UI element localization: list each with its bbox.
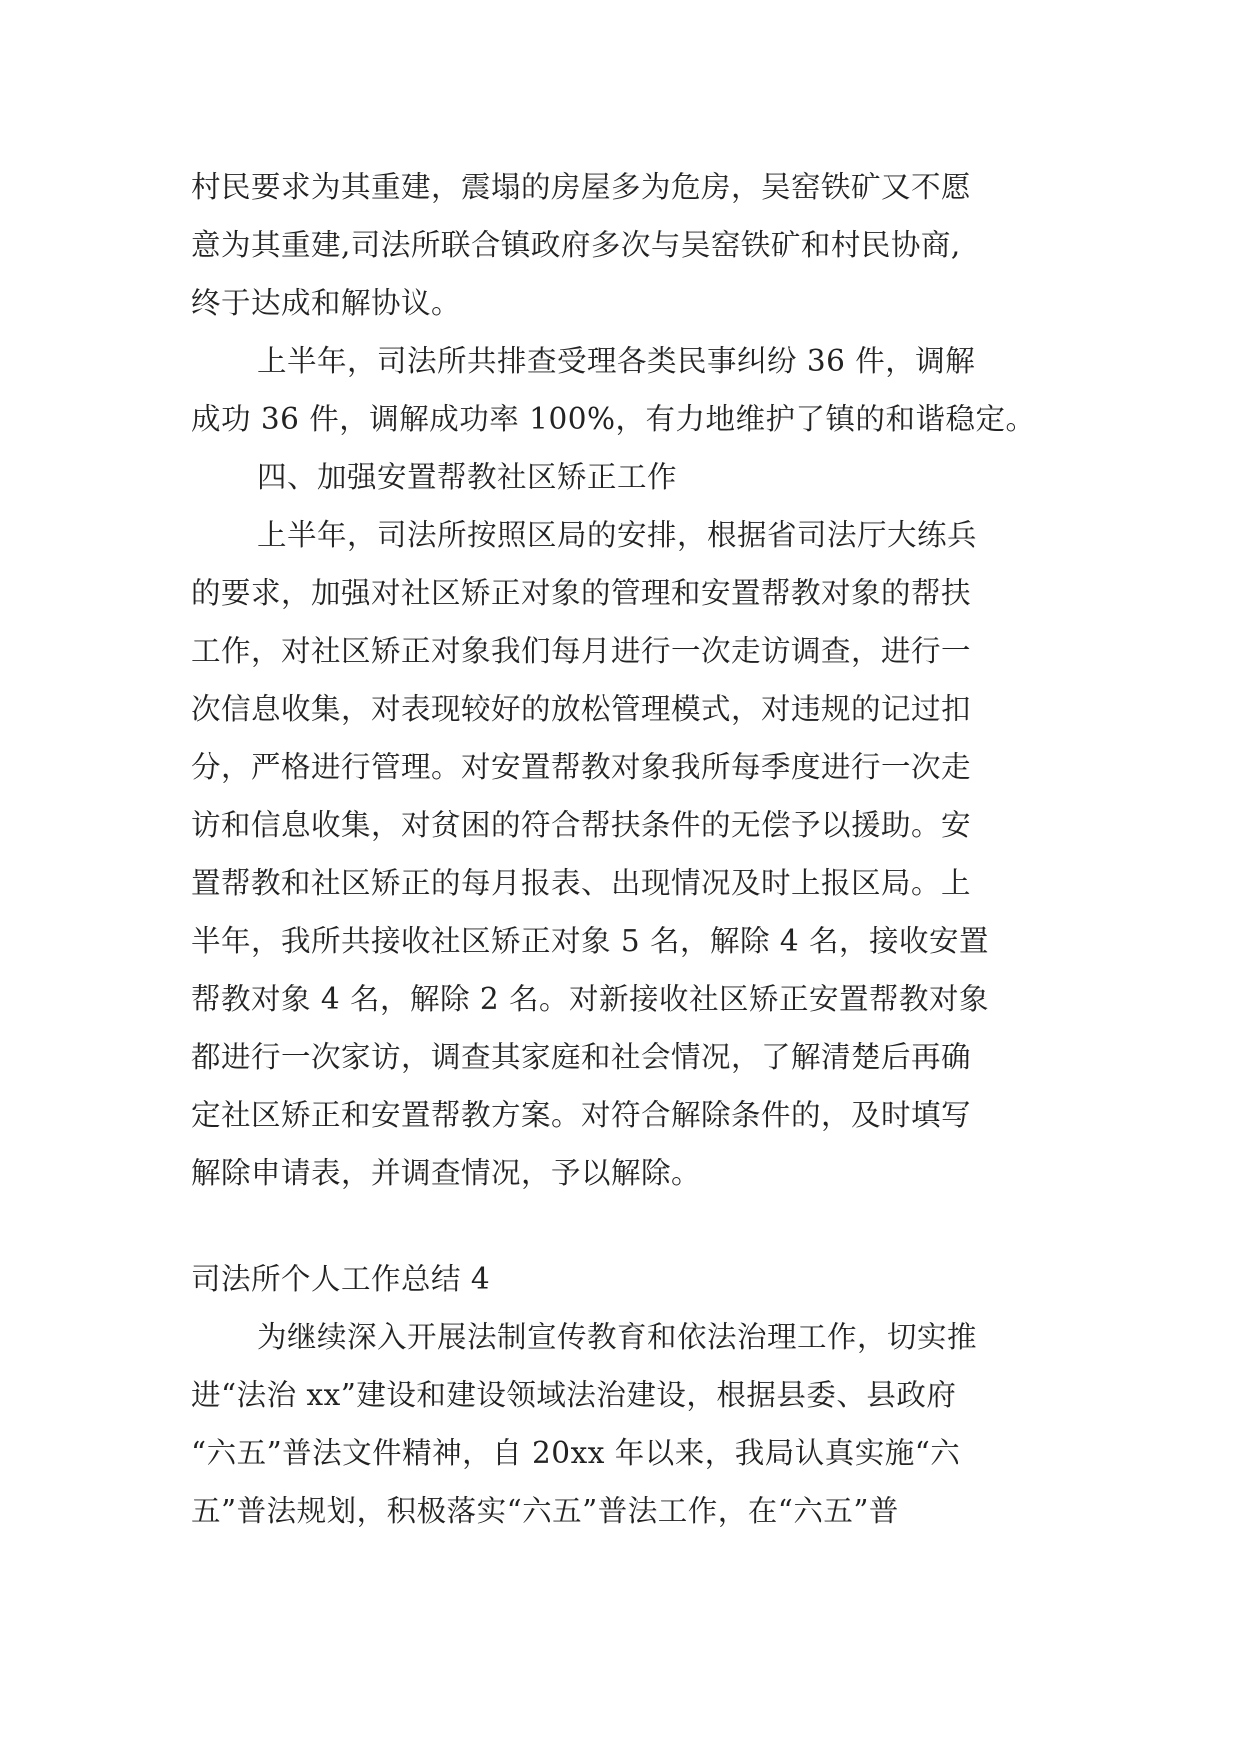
text-line: 定社区矫正和安置帮教方案。对符合解除条件的，及时填写 — [191, 1098, 972, 1132]
paragraph-gap — [191, 1202, 1051, 1250]
section-title: 司法所个人工作总结 4 — [191, 1262, 491, 1296]
document-body — [191, 158, 1051, 1540]
text-line: 上半年，司法所按照区局的安排，根据省司法厅大练兵 — [257, 518, 978, 552]
text-line: 意为其重建,司法所联合镇政府多次与吴窑铁矿和村民协商, — [191, 228, 961, 262]
text-line: 五”普法规划，积极落实“六五”普法工作，在“六五”普 — [191, 1494, 899, 1528]
text-line: 置帮教和社区矫正的每月报表、出现情况及时上报区局。上 — [191, 866, 972, 900]
text-line: “六五”普法文件精神，自 20xx 年以来，我局认真实施“六 — [191, 1436, 961, 1470]
text-line: 终于达成和解协议。 — [191, 286, 462, 320]
text-line: 半年，我所共接收社区矫正对象 5 名，解除 4 名，接收安置 — [191, 924, 990, 958]
text-line: 都进行一次家访，调查其家庭和社会情况，了解清楚后再确 — [191, 1040, 972, 1074]
text-line: 次信息收集，对表现较好的放松管理模式，对违规的记过扣 — [191, 692, 972, 726]
text-line: 村民要求为其重建，震塌的房屋多为危房，吴窑铁矿又不愿 — [191, 170, 972, 204]
text-line: 上半年，司法所共排查受理各类民事纠纷 36 件，调解 — [257, 344, 976, 378]
text-line: 成功 36 件，调解成功率 100%，有力地维护了镇的和谐稳定。 — [191, 402, 1036, 436]
section-heading: 四、加强安置帮教社区矫正工作 — [257, 460, 678, 494]
text-line: 工作，对社区矫正对象我们每月进行一次走访调查，进行一 — [191, 634, 972, 668]
text-line: 为继续深入开展法制宣传教育和依法治理工作，切实推 — [257, 1320, 978, 1354]
text-line: 分，严格进行管理。对安置帮教对象我所每季度进行一次走 — [191, 750, 972, 784]
text-line: 进“法治 xx”建设和建设领域法治建设，根据县委、县政府 — [191, 1378, 957, 1412]
text-line: 帮教对象 4 名，解除 2 名。对新接收社区矫正安置帮教对象 — [191, 982, 990, 1016]
text-line: 解除申请表，并调查情况，予以解除。 — [191, 1156, 702, 1190]
text-line: 访和信息收集，对贫困的符合帮扶条件的无偿予以援助。安 — [191, 808, 972, 842]
text-line: 的要求，加强对社区矫正对象的管理和安置帮教对象的帮扶 — [191, 576, 972, 610]
